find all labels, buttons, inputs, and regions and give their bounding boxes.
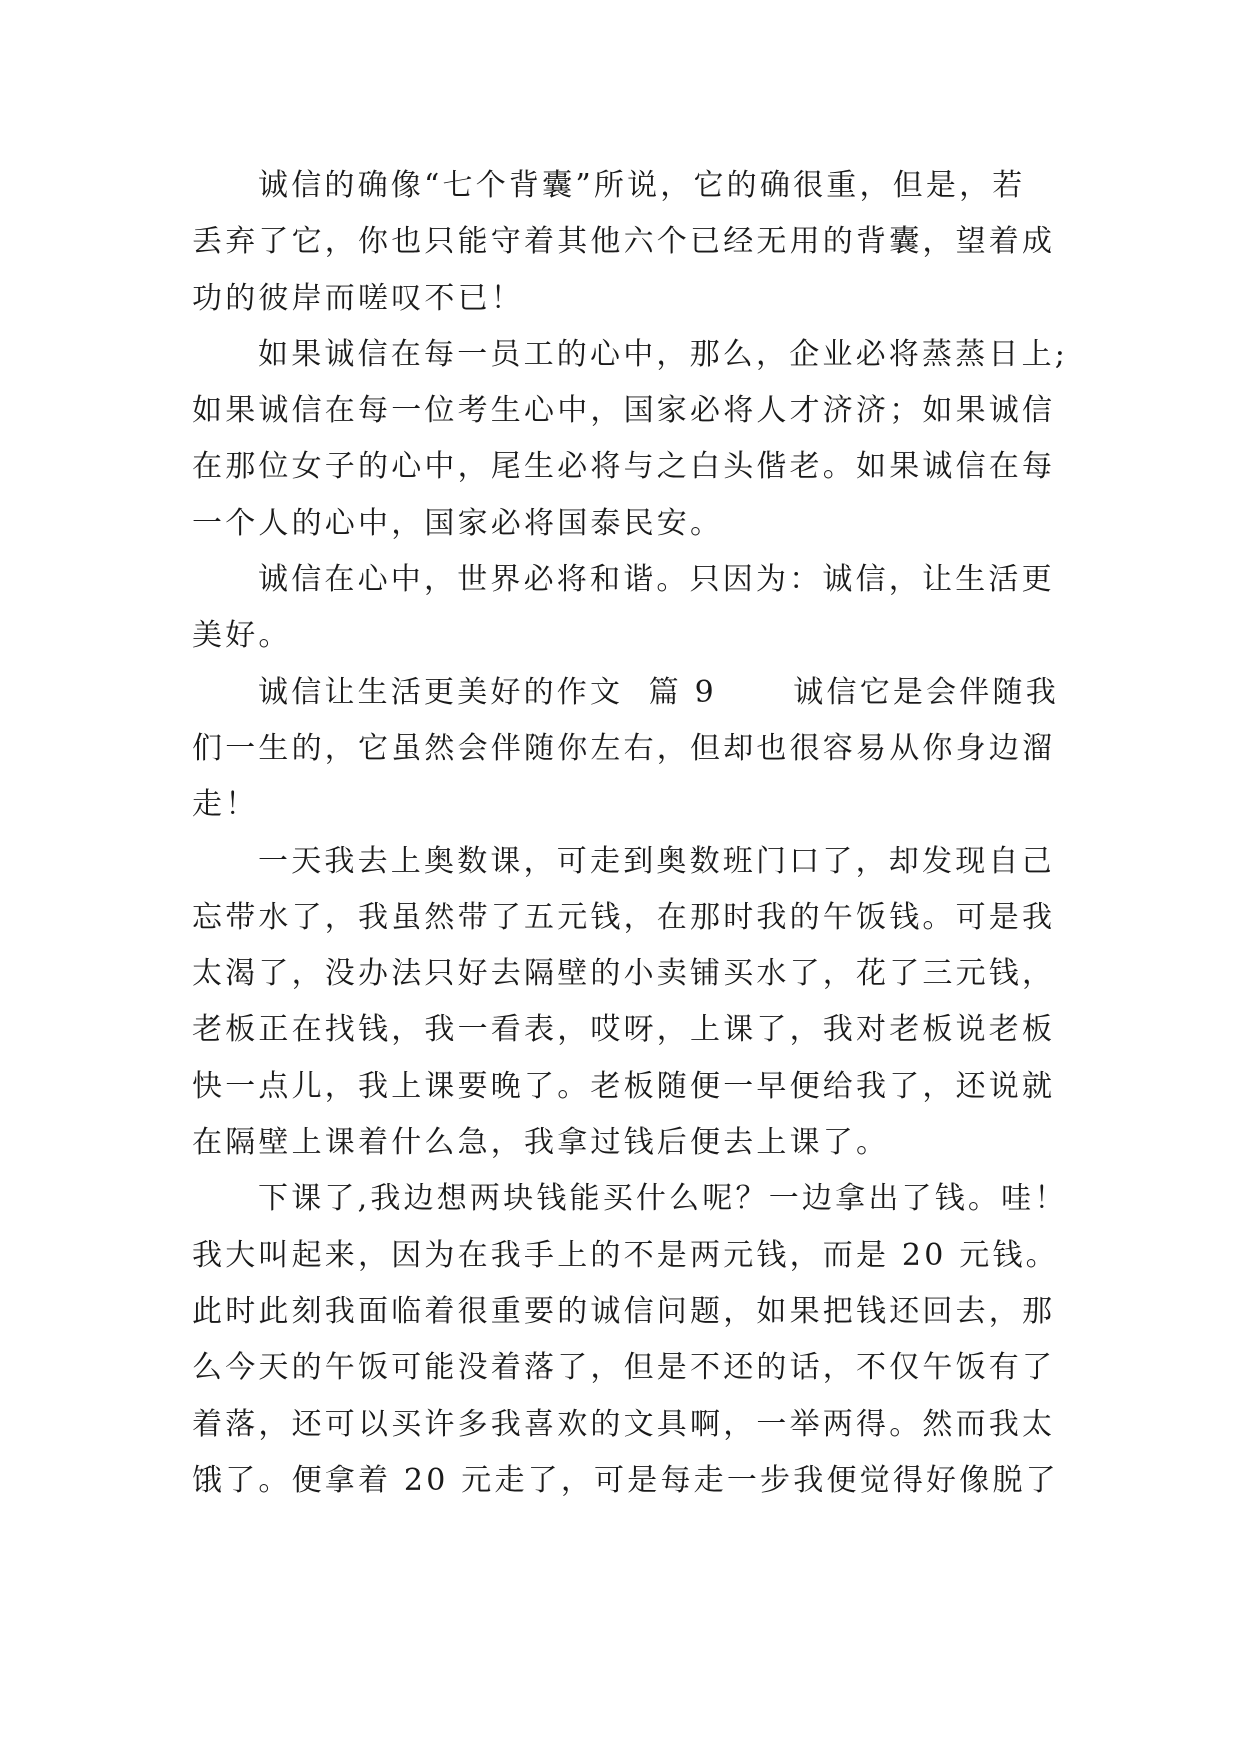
text-line: 诚信的确像“七个背囊”所说，它的确很重，但是，若	[258, 168, 1026, 203]
text-line: 如果诚信在每一员工的心中，那么，企业必将蒸蒸日上;	[258, 336, 1069, 372]
section-heading-line: 诚信让生活更美好的作文 篇 9 诚信它是会伴随我	[258, 674, 1059, 710]
text-line: 饿了。便拿着 20 元走了，可是每走一步我便觉得好像脱了	[192, 1462, 1059, 1498]
essay-body	[192, 158, 1069, 1509]
paragraph-2	[192, 327, 1069, 552]
text-line: 太渴了，没办法只好去隔壁的小卖铺买水了，花了三元钱，	[192, 956, 1056, 992]
text-line: 我大叫起来，因为在我手上的不是两元钱，而是 20 元钱。	[192, 1237, 1059, 1273]
text-line: 美好。	[192, 618, 292, 654]
text-line: 诚信在心中，世界必将和谐。只因为：诚信，让生活更	[258, 562, 1055, 598]
paragraph-4	[192, 665, 1059, 834]
text-line: 在隔壁上课着什么急，我拿过钱后便去上课了。	[192, 1125, 890, 1161]
text-line: 此时此刻我面临着很重要的诚信问题，如果把钱还回去，那	[192, 1293, 1056, 1329]
text-line: 下课了,我边想两块钱能买什么呢？一边拿出了钱。哇！	[258, 1181, 1068, 1217]
text-line: 忘带水了，我虽然带了五元钱，在那时我的午饭钱。可是我	[192, 899, 1056, 935]
text-line: 功的彼岸而嗟叹不已！	[192, 280, 524, 316]
text-line: 么今天的午饭可能没着落了，但是不还的话，不仅午饭有了	[192, 1350, 1056, 1386]
text-line: 一天我去上奥数课，可走到奥数班门口了，却发现自己	[258, 843, 1055, 879]
text-line: 如果诚信在每一位考生心中，国家必将人才济济；如果诚信	[192, 393, 1056, 429]
text-line: 走！	[192, 787, 259, 823]
text-line: 在那位女子的心中，尾生必将与之白头偕老。如果诚信在每	[192, 449, 1056, 485]
text-line: 老板正在找钱，我一看表，哎呀，上课了，我对老板说老板	[192, 1012, 1056, 1048]
paragraph-3	[192, 552, 1055, 665]
paragraph-1	[192, 158, 1056, 327]
text-line: 丢弃了它，你也只能守着其他六个已经无用的背囊，望着成	[192, 224, 1056, 260]
paragraph-6	[192, 1171, 1068, 1509]
text-line: 一个人的心中，国家必将国泰民安。	[192, 505, 724, 541]
text-line: 们一生的，它虽然会伴随你左右，但却也很容易从你身边溜	[192, 730, 1056, 766]
text-line: 着落，还可以买许多我喜欢的文具啊，一举两得。然而我太	[192, 1406, 1056, 1442]
paragraph-5	[192, 834, 1056, 1172]
text-line: 快一点儿，我上课要晚了。老板随便一早便给我了，还说就	[192, 1068, 1056, 1104]
